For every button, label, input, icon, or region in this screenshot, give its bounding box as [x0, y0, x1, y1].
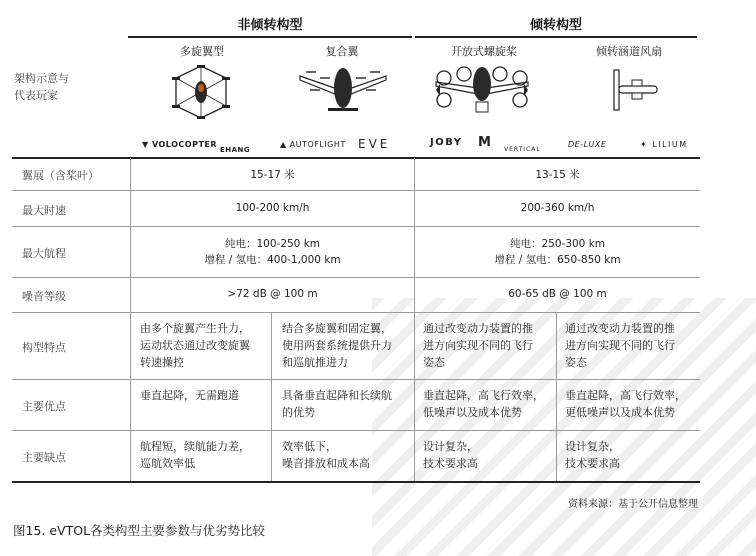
- max-range-tilt-line2: 增程 / 氢电：650-850 km: [494, 254, 621, 266]
- eve-logo: [358, 137, 390, 151]
- row-label-architecture-line1: 架构示意与: [14, 72, 69, 85]
- max-range-tilt-line1: 纯电：250-300 km: [509, 238, 606, 250]
- max-speed-tilt: 200-360 km/h: [520, 202, 595, 214]
- max-range-non-tilt-line2: 增程 / 氢电：400-1,000 km: [204, 254, 341, 266]
- table-rule: [12, 312, 700, 313]
- disadvantages-open-prop-line1: 设计复杂，: [423, 440, 478, 453]
- row-label-architecture-line2: 代表玩家: [14, 89, 58, 102]
- column-separator: [556, 313, 557, 481]
- noise-non-tilt: >72 dB @ 100 m: [227, 288, 318, 300]
- disadvantages-multirotor: [140, 438, 250, 472]
- features-open-prop-line3: 姿态: [423, 356, 445, 369]
- advantages-ducted: [565, 387, 686, 421]
- features-open-prop-line2: 进方向实现不同的飞行: [423, 339, 533, 352]
- source-note: 资料来源：基于公开信息整理: [568, 499, 698, 510]
- volocopter-logo: ▼ VOLOCOPTER: [142, 140, 218, 149]
- wingspan-tilt: 13-15 米: [535, 169, 580, 181]
- features-open-prop-line1: 通过改变动力装置的推: [423, 322, 533, 335]
- lilium-logo: ✦ LILIUM: [640, 140, 688, 149]
- features-ducted: [565, 320, 675, 371]
- group-header-non-tilt: 非倾转构型: [237, 18, 303, 33]
- advantages-ducted-line1: 垂直起降，高飞行效率，: [565, 389, 686, 402]
- autoflight-logo-text: AUTOFLIGHT: [289, 140, 346, 149]
- autoflight-logo: ▲ AUTOFLIGHT: [280, 140, 346, 149]
- group-underline-left: [128, 36, 412, 38]
- row-label-max-range: 最大航程: [22, 247, 66, 260]
- disadvantages-compound: [282, 438, 370, 472]
- table-rule: [12, 430, 700, 431]
- joby-logo: [430, 137, 463, 148]
- table-rule-top: [12, 157, 700, 159]
- advantages-open-prop: [423, 387, 544, 421]
- eve-logo-text: EVE: [358, 137, 391, 151]
- ehang-logo: [220, 146, 250, 154]
- wingspan-non-tilt: 15-17 米: [250, 169, 295, 181]
- advantages-ducted-line2: 更低噪声以及成本优势: [565, 406, 675, 419]
- disadvantages-compound-line2: 噪音排放和成本高: [282, 457, 370, 470]
- ehang-logo-text: EHANG: [220, 146, 251, 154]
- row-label-advantages: 主要优点: [22, 400, 66, 413]
- table-rule: [12, 226, 700, 227]
- archer-icon: M: [478, 135, 492, 150]
- advantages-compound-line2: 的优势: [282, 406, 315, 419]
- noise-tilt: 60-65 dB @ 100 m: [508, 288, 607, 300]
- group-header-tilt: 倾转构型: [529, 18, 582, 33]
- features-ducted-line2: 进方向实现不同的飞行: [565, 339, 675, 352]
- row-label-noise: 噪音等级: [22, 290, 66, 303]
- compound-wing-aircraft-icon: [298, 64, 388, 120]
- features-ducted-line3: 姿态: [565, 356, 587, 369]
- max-speed-non-tilt: 100-200 km/h: [235, 202, 310, 214]
- multirotor-aircraft-icon: [168, 62, 234, 122]
- features-compound: [282, 320, 392, 371]
- open-propeller-aircraft-icon: [432, 64, 532, 120]
- disadvantages-open-prop-line2: 技术要求高: [423, 457, 478, 470]
- features-compound-line2: 使用两套系统提供升力: [282, 339, 392, 352]
- disadvantages-ducted-line1: 设计复杂，: [565, 440, 620, 453]
- vertical-logo: [504, 146, 541, 153]
- disadvantages-compound-line1: 效率低下，: [282, 440, 337, 453]
- features-multirotor: [140, 320, 250, 371]
- advantages-multirotor-line1: 垂直起降，无需跑道: [140, 389, 239, 402]
- features-multirotor-line3: 转速操控: [140, 356, 184, 369]
- features-compound-line1: 结合多旋翼和固定翼，: [282, 322, 392, 335]
- disadvantages-multirotor-line1: 航程短，续航能力差，: [140, 440, 250, 453]
- disadvantages-ducted-line2: 技术要求高: [565, 457, 620, 470]
- joby-logo-text: JOBY: [430, 137, 463, 148]
- table-rule: [12, 190, 700, 191]
- deluxe-logo: [568, 140, 606, 149]
- row-label-architecture: [14, 70, 69, 104]
- advantages-compound: [282, 387, 392, 421]
- disadvantages-ducted: [565, 438, 620, 472]
- row-label-max-speed: 最大时速: [22, 204, 66, 217]
- max-range-tilt: [415, 236, 700, 268]
- row-label-wingspan: 翼展（含桨叶）: [22, 169, 99, 182]
- disadvantages-multirotor-line2: 巡航效率低: [140, 457, 195, 470]
- group-underline-right: [415, 36, 697, 38]
- features-multirotor-line2: 运动状态通过改变旋翼: [140, 339, 250, 352]
- features-compound-line3: 和巡航推进力: [282, 356, 348, 369]
- max-range-non-tilt-line1: 纯电：100-250 km: [224, 238, 321, 250]
- subheader-compound: 复合翼: [325, 45, 359, 58]
- row-label-features: 构型特点: [22, 341, 66, 354]
- table-rule: [12, 277, 700, 278]
- row-label-disadvantages: 主要缺点: [22, 451, 66, 464]
- features-ducted-line1: 通过改变动力装置的推: [565, 322, 675, 335]
- ducted-fan-aircraft-icon: [610, 66, 660, 114]
- features-open-prop: [423, 320, 533, 371]
- subheader-multirotor: 多旋翼型: [180, 45, 224, 58]
- advantages-multirotor: [140, 387, 239, 404]
- disadvantages-open-prop: [423, 438, 478, 472]
- features-multirotor-line1: 由多个旋翼产生升力，: [140, 322, 250, 335]
- subheader-ducted-fan: 倾转涵道风扇: [596, 45, 662, 58]
- lilium-logo-text: LILIUM: [652, 140, 688, 149]
- column-separator: [271, 313, 272, 481]
- figure-caption: 图15. eVTOL各类构型主要参数与优劣势比较: [13, 523, 266, 538]
- vertical-logo-text: VERTICAL: [504, 146, 541, 153]
- max-range-non-tilt: [131, 236, 414, 268]
- advantages-open-prop-line2: 低噪声以及成本优势: [423, 406, 522, 419]
- volocopter-logo-text: VOLOCOPTER: [151, 140, 218, 149]
- subheader-open-prop: 开放式螺旋桨: [451, 45, 517, 58]
- advantages-compound-line1: 具备垂直起降和长续航: [282, 389, 392, 402]
- deluxe-logo-text: DE-LUXE: [568, 140, 607, 149]
- advantages-open-prop-line1: 垂直起降，高飞行效率，: [423, 389, 544, 402]
- table-rule-bottom: [12, 481, 700, 483]
- table-rule: [12, 379, 700, 380]
